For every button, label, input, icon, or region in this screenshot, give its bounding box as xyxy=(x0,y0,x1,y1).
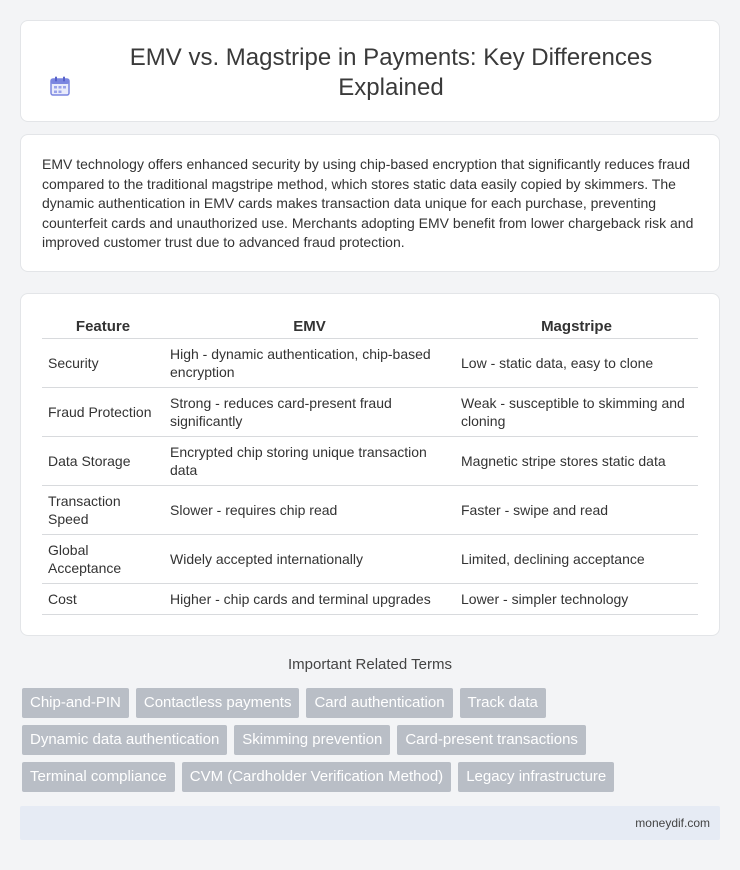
tag-terminal-compliance[interactable]: Terminal compliance xyxy=(22,762,175,792)
cell-feature: Fraud Protection xyxy=(42,388,164,437)
cell-magstripe: Low - static data, easy to clone xyxy=(455,339,698,388)
title-wrap xyxy=(21,43,719,103)
tag-chip-and-pin[interactable]: Chip-and-PIN xyxy=(22,688,129,718)
intro-paragraph: EMV technology offers enhanced security by using chip-based encryption that significantly reduces fraud compared to the traditional magstripe method, which stores static data easily copied by skimmers. The dynamic authentication in EMV cards makes transaction data unique for each purchase, preventing counterfeit cards and unauthorized use. Merchants adopting EMV benefit from lower chargeback risk and improved customer trust due to advanced fraud protection. xyxy=(42,156,694,251)
table-row xyxy=(42,584,698,615)
cell-emv: High - dynamic authentication, chip-based encryption xyxy=(164,339,455,388)
header-emv: EMV xyxy=(164,316,455,339)
table-row xyxy=(42,339,698,388)
cell-feature: Security xyxy=(42,339,164,388)
cell-magstripe: Limited, declining acceptance xyxy=(455,535,698,584)
tag-card-present-transactions[interactable]: Card-present transactions xyxy=(397,725,586,755)
comparison-card xyxy=(20,293,720,636)
tag-row xyxy=(22,762,614,792)
calendar-icon xyxy=(49,75,71,97)
tag-track-data[interactable]: Track data xyxy=(460,688,546,718)
tag-cvm[interactable]: CVM (Cardholder Verification Method) xyxy=(182,762,451,792)
cell-feature: Cost xyxy=(42,584,164,615)
table-row xyxy=(42,486,698,535)
tag-legacy-infrastructure[interactable]: Legacy infrastructure xyxy=(458,762,614,792)
title-card xyxy=(20,20,720,122)
intro-card xyxy=(20,134,720,272)
header-feature: Feature xyxy=(42,316,164,339)
cell-feature: Global Acceptance xyxy=(42,535,164,584)
related-terms-title: Important Related Terms xyxy=(288,656,452,673)
tag-dynamic-data-authentication[interactable]: Dynamic data authentication xyxy=(22,725,227,755)
footer-site[interactable]: moneydif.com xyxy=(635,816,710,830)
cell-emv: Higher - chip cards and terminal upgrades xyxy=(164,584,455,615)
cell-magstripe: Weak - susceptible to skimming and cloning xyxy=(455,388,698,437)
tag-row xyxy=(22,688,546,718)
comparison-table xyxy=(42,316,698,615)
cell-feature: Data Storage xyxy=(42,437,164,486)
table-header-row xyxy=(42,316,698,339)
header-magstripe: Magstripe xyxy=(455,316,698,339)
cell-emv: Strong - reduces card-present fraud significantly xyxy=(164,388,455,437)
tag-card-authentication[interactable]: Card authentication xyxy=(306,688,452,718)
tag-skimming-prevention[interactable]: Skimming prevention xyxy=(234,725,390,755)
table-row xyxy=(42,535,698,584)
cell-emv: Encrypted chip storing unique transaction data xyxy=(164,437,455,486)
cell-magstripe: Magnetic stripe stores static data xyxy=(455,437,698,486)
cell-emv: Widely accepted internationally xyxy=(164,535,455,584)
footer xyxy=(20,806,720,840)
tag-row xyxy=(22,725,586,755)
cell-emv: Slower - requires chip read xyxy=(164,486,455,535)
cell-magstripe: Lower - simpler technology xyxy=(455,584,698,615)
page-title: EMV vs. Magstripe in Payments: Key Differences Explained xyxy=(129,44,653,101)
tag-contactless-payments[interactable]: Contactless payments xyxy=(136,688,300,718)
cell-magstripe: Faster - swipe and read xyxy=(455,486,698,535)
table-row xyxy=(42,388,698,437)
cell-feature: Transaction Speed xyxy=(42,486,164,535)
table-row xyxy=(42,437,698,486)
